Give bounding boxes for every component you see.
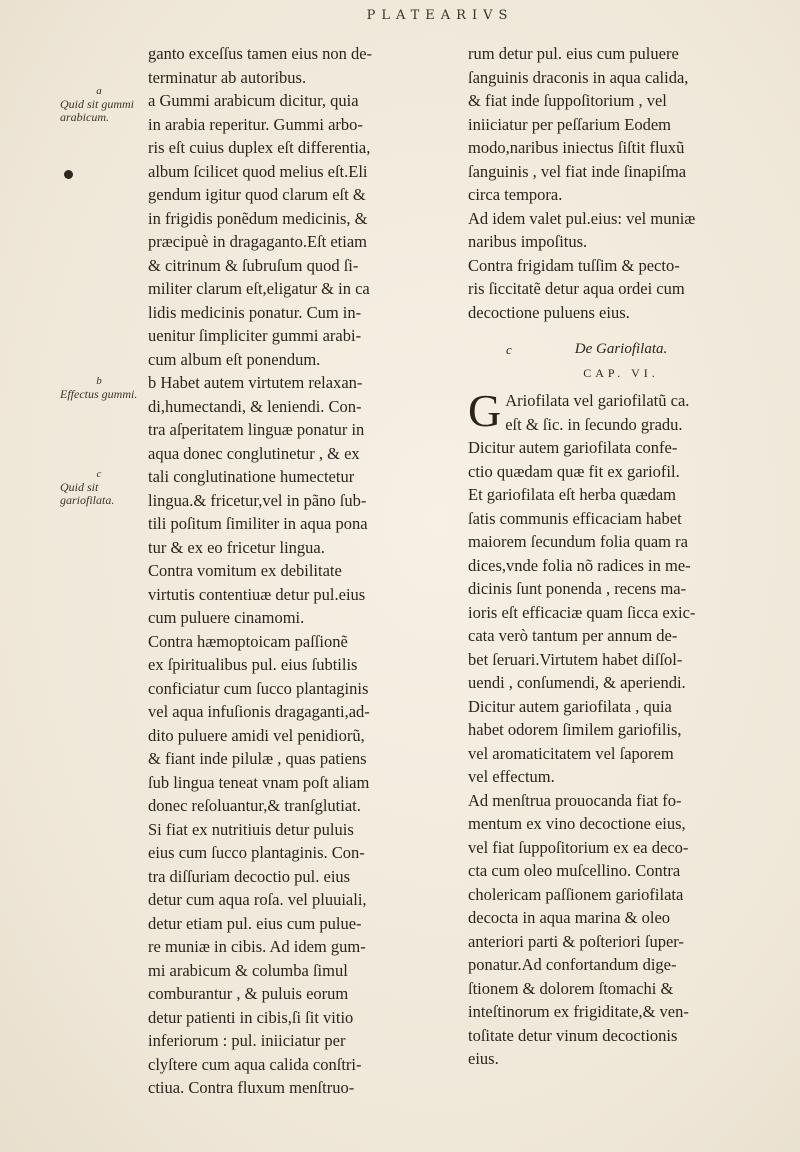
text-line: Dicitur autem gariofilata , quia bbox=[468, 696, 672, 716]
text-line: ſanguinis , vel fiat inde ſinapiſma bbox=[468, 161, 687, 181]
text-line: & fiant inde pilulæ , quas patiens bbox=[148, 749, 367, 768]
text-line: detur etiam pul. eius cum pulue- bbox=[148, 913, 362, 933]
text-line: ſatis communis efficaciam habet bbox=[468, 508, 682, 528]
text-line: bet ſeruari.Virtutem habet diſſol- bbox=[468, 649, 683, 669]
right-text-column bbox=[468, 42, 774, 1071]
chapter-mark: c bbox=[506, 342, 512, 357]
text-line: Et gariofilata eſt herba quædam bbox=[468, 485, 677, 504]
text-line: præcipuè in dragaganto.Eſt etiam bbox=[148, 232, 368, 251]
text-line: ctiua. Contra fluxum menſtruo- bbox=[148, 1078, 355, 1097]
text-line: mentum ex vino decoctione eius, bbox=[468, 814, 686, 833]
text-line: toſitate detur vinum decoctionis bbox=[468, 1025, 678, 1045]
text-line: eius. bbox=[468, 1049, 499, 1068]
running-title: PLATEARIVS bbox=[366, 8, 514, 23]
text-line: inteſtinorum ex frigiditate,& ven- bbox=[468, 1002, 689, 1021]
margin-note-mark: b bbox=[96, 375, 102, 387]
text-line: modo,naribus iniectus ſiſtit fluxũ bbox=[468, 138, 685, 157]
text-line: Contra vomitum ex debilitate bbox=[148, 561, 342, 580]
text-line: album ſcilicet quod melius eſt.Eli bbox=[148, 161, 368, 181]
text-line: ris eſt cuius duplex eſt differentia, bbox=[148, 138, 371, 157]
text-line: maiorem ſecundum folia quam ra bbox=[468, 532, 688, 551]
chapter-heading bbox=[468, 338, 774, 362]
text-line: di,humectandi, & leniendi. Con- bbox=[148, 396, 362, 416]
text-line: comburantur , & puluis eorum bbox=[148, 984, 349, 1003]
chapter-body bbox=[468, 385, 774, 1071]
text-line: decoctione puluens eius. bbox=[468, 302, 630, 322]
text-line: cata verò tantum per annum de- bbox=[468, 626, 678, 645]
text-line: Ad idem valet pul.eius: vel muniæ bbox=[468, 208, 696, 228]
text-line: donec reſoluantur,& tranſglutiat. bbox=[148, 796, 361, 815]
text-line: dito puluere amidi vel penidiorũ, bbox=[148, 725, 365, 745]
text-line: clyſtere cum aqua calida conſtri- bbox=[148, 1054, 362, 1074]
text-line: a Gummi arabicum dicitur, quia bbox=[148, 91, 359, 110]
text-line: cum puluere cinamomi. bbox=[148, 608, 305, 627]
text-line: vel fiat ſuppoſitorium ex ea deco- bbox=[468, 837, 689, 857]
text-line: ex ſpiritualibus pul. eius ſubtilis bbox=[148, 655, 358, 674]
text-line: re muniæ in cibis. Ad idem gum- bbox=[148, 937, 366, 956]
text-line: conficiatur cum ſucco plantaginis bbox=[148, 678, 369, 698]
chapter-number: CAP. VI. bbox=[583, 365, 659, 380]
text-line: dices,vnde folia nõ radices in me- bbox=[468, 555, 691, 575]
margin-note-a bbox=[60, 85, 138, 124]
text-line: cholericam paſſionem gariofilata bbox=[468, 884, 684, 904]
text-line: ris ſiccitatẽ detur aqua ordei cum bbox=[468, 279, 685, 298]
text-line: vel aqua infuſionis dragaganti,ad- bbox=[148, 702, 370, 721]
text-line: in arabia reperitur. Gummi arbo- bbox=[148, 114, 363, 134]
text-line: terminatur ab autoribus. bbox=[148, 67, 307, 87]
text-line: inferiorum : pul. iniiciatur per bbox=[148, 1031, 346, 1050]
text-line: & fiat inde ſuppoſitorium , vel bbox=[468, 91, 667, 110]
text-line: uenitur ſimpliciter gummi arabi- bbox=[148, 326, 362, 345]
right-column-bottom bbox=[468, 385, 774, 1071]
text-line: b Habet autem virtutem relaxan- bbox=[148, 373, 363, 392]
text-line: ctio quædam quæ fit ex gariofil. bbox=[468, 461, 680, 481]
running-header bbox=[0, 8, 800, 23]
text-line: ſub lingua teneat vnam poſt aliam bbox=[148, 772, 370, 792]
text-line: ſanguinis draconis in aqua calida, bbox=[468, 67, 689, 87]
margin-note-text: Quid sit gariofilata. bbox=[60, 480, 115, 507]
text-line: tili poſitum ſimiliter in aqua pona bbox=[148, 514, 368, 533]
text-line: naribus impoſitus. bbox=[468, 232, 588, 251]
margin-note-mark: c bbox=[96, 468, 102, 480]
text-line: Ariofilata vel gariofilatũ ca. bbox=[505, 391, 690, 410]
margin-note-text: Effectus gummi. bbox=[60, 387, 138, 401]
text-line: militer clarum eſt,eligatur & in ca bbox=[148, 279, 370, 298]
text-line: tra diſſuriam decoctio pul. eius bbox=[148, 866, 351, 886]
text-line: vel aromaticitatem vel ſaporem bbox=[468, 743, 674, 763]
margin-note-c bbox=[60, 468, 138, 507]
text-line: rum detur pul. eius cum puluere bbox=[468, 44, 679, 63]
text-line: Contra frigidam tuſſim & pecto- bbox=[468, 255, 680, 275]
text-line: iniiciatur per peſſarium Eodem bbox=[468, 114, 671, 134]
text-line: anteriori parti & poſteriori ſuper- bbox=[468, 931, 684, 951]
text-line: in frigidis ponẽdum medicinis, & bbox=[148, 208, 368, 228]
margin-note-text: Quid sit gummi arabicum. bbox=[60, 97, 135, 124]
text-line: vel effectum. bbox=[468, 767, 555, 786]
text-line: Dicitur autem gariofilata confe- bbox=[468, 438, 678, 457]
left-text-column bbox=[148, 42, 453, 1100]
text-line: ganto exceſſus tamen eius non de- bbox=[148, 44, 373, 63]
text-line: detur cum aqua roſa. vel pluuiali, bbox=[148, 890, 367, 909]
text-line: aqua donec conglutinetur , & ex bbox=[148, 443, 360, 463]
text-line: virtutis contentiuæ detur pul.eius bbox=[148, 584, 366, 604]
text-line: eſt & ſic. in ſecundo gradu. bbox=[505, 414, 683, 434]
text-line: circa tempora. bbox=[468, 185, 563, 204]
text-line: habet odorem ſimilem gariofilis, bbox=[468, 720, 682, 739]
text-line: tra aſperitatem linguæ ponatur in bbox=[148, 420, 365, 439]
text-line: gendum igitur quod clarum eſt & bbox=[148, 185, 366, 204]
text-line: eius cum ſucco plantaginis. Con- bbox=[148, 843, 365, 862]
text-line: cta cum oleo muſcellino. Contra bbox=[468, 861, 681, 880]
right-column-top bbox=[468, 42, 774, 324]
text-line: tur & ex eo fricetur lingua. bbox=[148, 537, 325, 557]
text-line: Contra hæmoptoicam paſſionẽ bbox=[148, 631, 348, 651]
margin-bullet bbox=[64, 170, 73, 179]
margin-note-b bbox=[60, 375, 138, 401]
chapter-title: De Gariofilata. bbox=[574, 341, 668, 357]
text-line: Si fiat ex nutritiuis detur puluis bbox=[148, 819, 354, 839]
text-line: tali conglutinatione humectetur bbox=[148, 467, 355, 486]
text-line: decocta in aqua marina & oleo bbox=[468, 908, 671, 927]
text-line: detur patienti in cibis,ſi ſit vitio bbox=[148, 1007, 354, 1027]
text-line: ioris eſt efficaciæ quam ſicca exic- bbox=[468, 602, 696, 622]
text-line: ponatur.Ad confortandum dige- bbox=[468, 955, 677, 974]
text-line: ſtionem & dolorem ſtomachi & bbox=[468, 978, 674, 998]
margin-note-mark: a bbox=[96, 85, 102, 97]
text-line: lidis medicinis ponatur. Cum in- bbox=[148, 302, 362, 322]
text-line: cum album eſt ponendum. bbox=[148, 349, 321, 369]
text-line: mi arabicum & columba ſimul bbox=[148, 960, 348, 980]
initial-letter: G bbox=[468, 385, 502, 436]
text-line: Ad menſtrua prouocanda fiat fo- bbox=[468, 790, 682, 810]
text-line: lingua.& fricetur,vel in pãno ſub- bbox=[148, 490, 367, 510]
text-line: & citrinum & ſubruſum quod ſi- bbox=[148, 255, 359, 275]
text-line: uendi , conſumendi, & aperiendi. bbox=[468, 673, 686, 692]
text-line: dicinis ſunt ponenda , recens ma- bbox=[468, 579, 687, 598]
